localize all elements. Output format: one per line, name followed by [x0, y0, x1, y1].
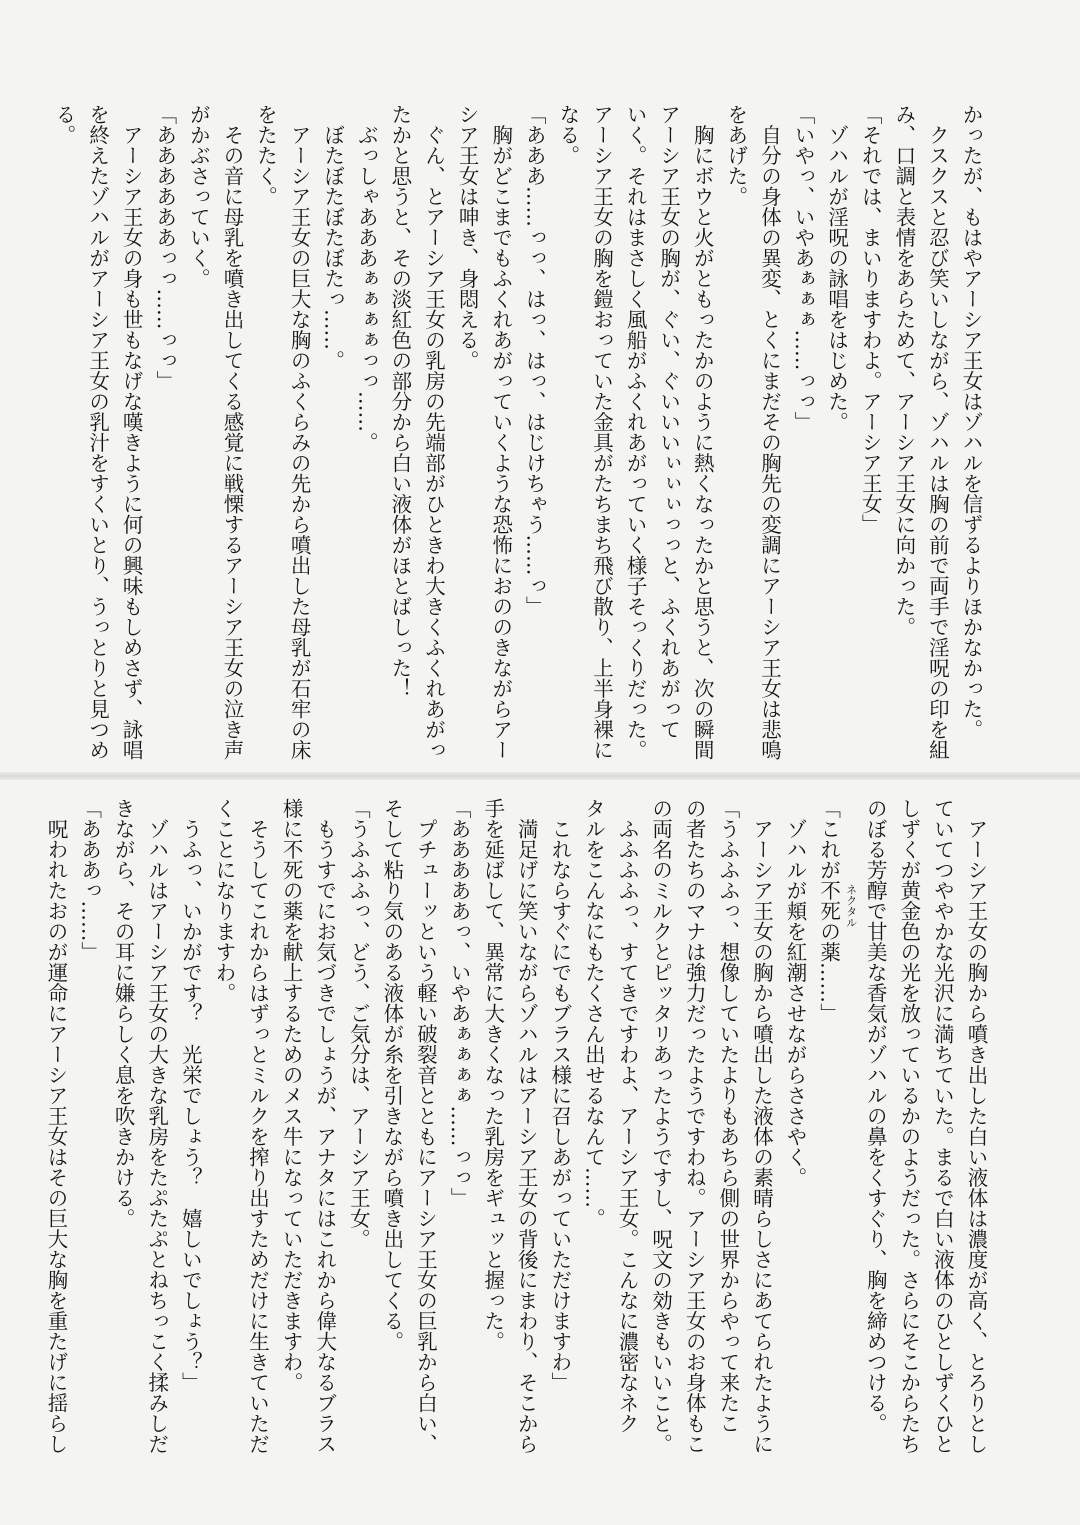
text-column: その音に母乳を噴き出してくる感覚に戦慄するアーシア王女の泣き声 [219, 104, 244, 760]
text-column: 「あああああっ、いやあぁぁぁぁ……っっ」 [447, 798, 472, 1208]
text-column: アーシア王女の胸を鎧おっていた金具がたちまち飛び散り、上半身裸に [589, 104, 614, 760]
text-column: もうすでにお気づきでしょうが、アナタにはこれから偉大なるブラス [312, 798, 337, 1454]
text-column: くことになりますわ。 [211, 798, 236, 1003]
text-column: ゾハルはアーシア王女の大きな乳房をたぷたぷとねちっこく揉みしだ [144, 798, 169, 1454]
text-column: アーシア王女の巨大な胸のふくらみの先から噴出した母乳が石牢の床 [287, 104, 312, 760]
text-column: ふふふふっ、すてきですわよ、アーシア王女。こんなに濃密なネク [615, 798, 640, 1434]
text-column: 様に不死の薬を献上するためのメス牛になっていただきますわ。 [279, 798, 304, 1393]
text-column: 「それでは、まいりますわよ。アーシア王女」 [858, 104, 883, 535]
text-column: そうしてこれからはずっとミルクを搾り出すためだけに生きていただ [245, 798, 270, 1454]
text-column: クスクスと忍び笑いしながら、ゾハルは胸の前で両手で淫呪の印を組 [925, 104, 950, 760]
text-column: プチューッという軽い破裂音とともにアーシア王女の巨乳から白い、 [413, 798, 438, 1454]
text-column: アーシア王女の身も世もなげな嘆きように何の興味もしめさず、詠唱 [119, 104, 144, 760]
text-column: 自分の身体の異変、とくにまだその胸先の変調にアーシア王女は悲鳴 [757, 104, 782, 760]
text-column: 「ああああああっっ……っっ」 [152, 104, 177, 391]
text-column: 呪われたおのが運命にアーシア王女はその巨大な胸を重たげに揺らし [43, 798, 68, 1454]
text-column: ゾハルが淫呪の詠唱をはじめた。 [824, 104, 849, 432]
ruby-annotation: ネクタル [844, 884, 858, 928]
text-column: いく。それはまさしく風船がふくれあがっていく様子そっくりだった。 [623, 104, 648, 760]
text-column: をたたく。 [253, 104, 278, 207]
text-column: み、口調と表情をあらためて、アーシア王女に向かった。 [891, 104, 916, 637]
text-column: そして粘り気のある液体が糸を引きながら噴き出してくる。 [379, 798, 404, 1352]
text-column: ゾハルが頬を紅潮させながらささやく。 [783, 798, 808, 1188]
text-column: がかぶさっていく。 [186, 104, 211, 289]
text-column: 「あああっ……」 [77, 798, 102, 962]
text-block-bottom [38, 798, 992, 1478]
text-column: 「いやっ、いやあぁぁぁ……っっ」 [791, 104, 816, 432]
text-column: アーシア王女の胸から噴出した液体の素晴らしさにあてられたように [749, 798, 774, 1454]
text-column: 胸にボウと火がともったかのように熱くなったかと思うと、次の瞬間 [690, 104, 715, 760]
text-column: ていてつややかな光沢に満ちていた。まるで白い液体のひとしずくひと [930, 798, 955, 1454]
text-column: 「うふふふっ、どう、ご気分は、アーシア王女。 [346, 798, 371, 1249]
text-column: たかと思うと、その淡紅色の部分から白い液体がほとばしった！ [387, 104, 412, 699]
text-column: 「うふふふっ、想像していたよりもあちら側の世界からやって来たこ [715, 798, 740, 1434]
text-column: をあげた。 [723, 104, 748, 207]
text-column: アーシア王女の胸が、ぐい、ぐいいいぃぃぃっっと、ふくれあがって [656, 104, 681, 740]
text-column: 胸がどこまでもふくれあがっていくような恐怖におののきながらアー [488, 104, 513, 760]
text-column: 「あああ……っっ、はっ、はっ、はじけちゃう……っ」 [522, 104, 547, 617]
text-block-top [46, 104, 987, 774]
text-column: かったが、もはやアーシア王女はゾハルを信ずるよりほかなかった。 [959, 104, 983, 740]
text-column: なる。 [555, 104, 580, 166]
text-column: シア王女は呻き、身悶える。 [455, 104, 480, 371]
text-column: ぼたぼたぼたぼたっ……。 [320, 104, 345, 371]
text-column: しずくが黄金色の光を放っているかのようだった。さらにそこからたち [896, 798, 921, 1454]
text-column: タルをこんなにもたくさん出せるなんて……。 [581, 798, 606, 1229]
text-column: の者たちのマナは強力だったようですわね。アーシア王女のお身体もこ [682, 798, 707, 1454]
text-column: ぶっしゃあああぁぁぁぁっっ……。 [354, 104, 379, 453]
text-column: の両名のミルクとピッタリあったようですし、呪文の効きもいいこと。 [648, 798, 673, 1454]
text-column: ぐん、とアーシア王女の乳房の先端部がひときわ大きくふくれあがっ [421, 104, 446, 760]
text-column: を終えたゾハルがアーシア王女の乳汁をすくいとり、うっとりと見つめ [85, 104, 110, 760]
text-column: きながら、その耳に嫌らしく息を吹きかける。 [111, 798, 136, 1229]
text-column: 「これが不死の薬……」 [816, 798, 841, 1024]
text-column: うふっ、いかがです？ 光栄でしょう？ 嬉しいでしょう？」 [178, 798, 203, 1393]
text-column: アーシア王女の胸から噴き出した白い液体は濃度が高く、とろりとし [964, 798, 988, 1454]
text-column: のぼる芳醇で甘美な香気がゾハルの鼻をくすぐり、胸を締めつける。 [863, 798, 888, 1434]
text-column: これならすぐにでもブラス様に召しあがっていただけますわ」 [547, 798, 572, 1393]
text-column: 手を延ばして、異常に大きくなった乳房をギュッと握った。 [480, 798, 505, 1352]
text-column: る。 [51, 104, 76, 145]
text-column: 満足げに笑いながらゾハルはアーシア王女の背後にまわり、そこから [514, 798, 539, 1454]
